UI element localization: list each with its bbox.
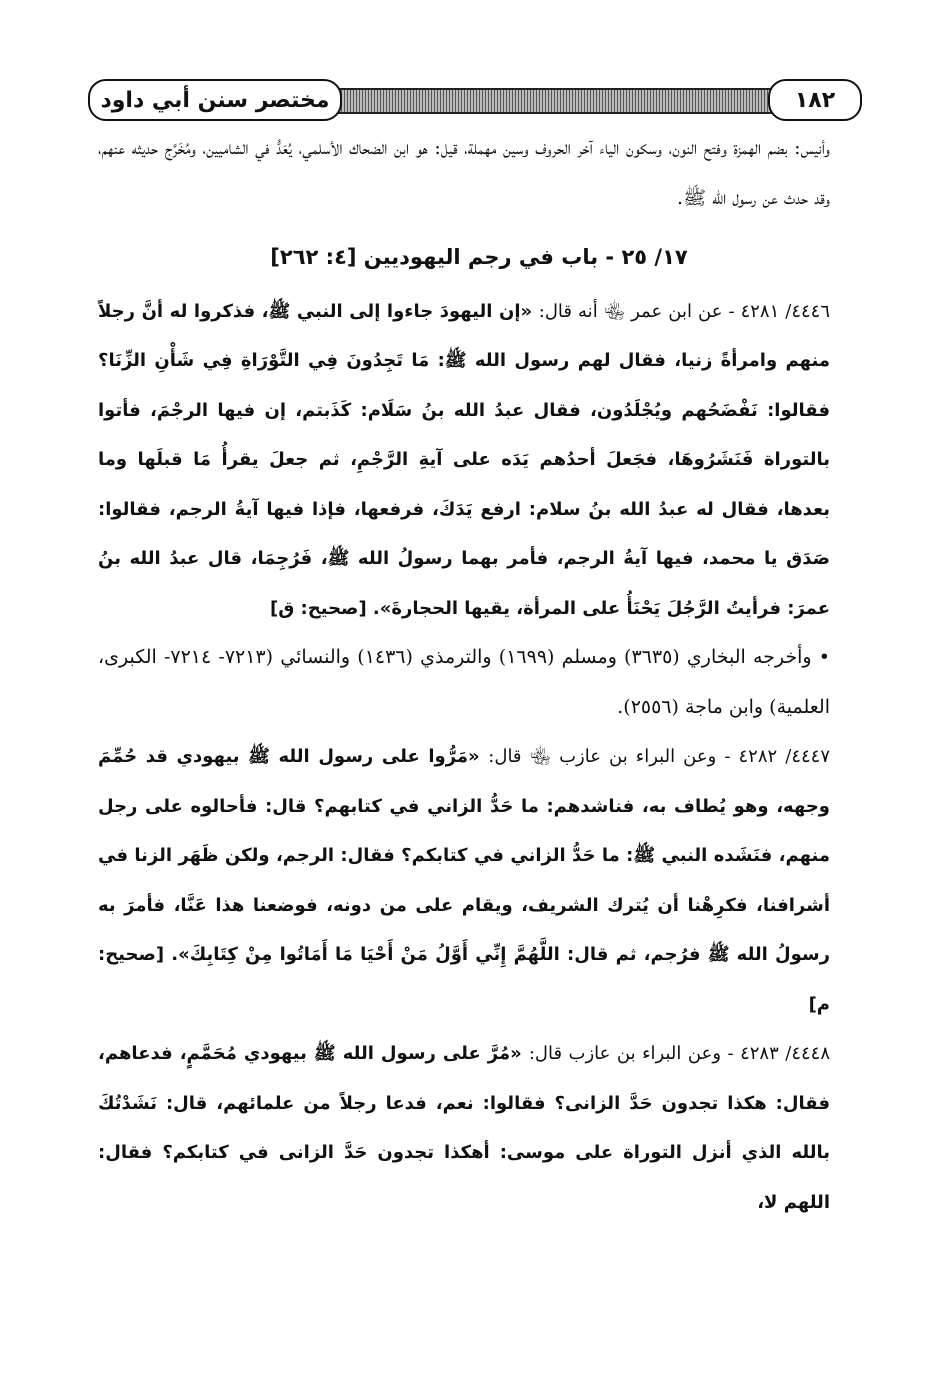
book-title: مختصر سنن أبي داود — [88, 79, 342, 121]
takhrij-note: • وأخرجه البخاري (٣٦٣٥) ومسلم (١٦٩٩) والترمذي (١٤٣٦) والنسائي (٧٢١٣- ٧٢١٤- الكبرى، العلمية) وابن ماجة (٢٥٥٦). — [98, 646, 830, 718]
chapter-heading: ١٧/ ٢٥ - باب في رجم اليهوديين [٤: ٢٦٢] — [270, 245, 688, 269]
page-number: ١٨٢ — [768, 79, 862, 121]
header-decorative-band — [338, 88, 772, 114]
hadith-4446-text: «إن اليهودَ جاءوا إلى النبي ﷺ، فذكروا له أنَّ رجلاً منهم وامرأةً زنيا، فقال لهم رسول الله ﷺ: مَا تَجِدُونَ فِي التَّوْرَاةِ فِي شَأْنِ الزِّنَا؟ فقالوا: نَفْضَحُهم ويُجْلَدُون، فقال عبدُ الله بنُ سَلَام: كَذَبتم، إن فيها الرجْمَ، فأتوا بالتوراة فَنَشَرُوهَا، فجَعلَ أحدُهم يَدَه على آيةِ الرَّجْمِ، ثم جعلَ يقرأُ مَا قبلَها وما بعدها، فقال له عبدُ الله بنُ سلام: ارفع يَدَكَ، فرفعها، فإذا فيها آيةُ الرجم، فقالوا: صَدَق يا محمد، فيها آيةُ الرجم، فأمر بهما رسولُ الله ﷺ، فَرُجِمَا، قال عبدُ الله بنُ عمرَ: فرأيتُ الرَّجُلَ يَحْنَأُ على المرأة، يقيها الحجارةَ». [صحيح: ق] — [98, 300, 830, 619]
intro-paragraph: وأنيس: بضم الهمزة وفتح النون، وسكون الياء آخر الحروف وسين مهملة، قيل: هو ابن الضحاك الأسلمي، يُعَدُّ في الشاميين، ومُخَرَّج حديثه عنهم، وقد حدث عن رسول الله ﷺ. — [98, 137, 830, 209]
hadith-4446-number: ٤٤٤٦/ ٤٢٨١ - عن ابن عمر ﵄ أنه قال: — [538, 300, 830, 322]
hadith-4446 — [98, 287, 860, 634]
page-header — [88, 79, 862, 121]
hadith-4448 — [98, 1029, 860, 1227]
hadith-4448-text: «مُرَّ على رسول الله ﷺ بيهودي مُحَمَّمٍ، فدعاهم، فقال: هكذا تجدون حَدَّ الزانى؟ فقالوا: نعم، فدعا رجلاً من علمائهم، قال: نَشَدْتُكَ بالله الذي أنزل التوراة على موسى: أهكذا تجدون حَدَّ الزانى في كتابكم؟ فقال: اللهم لا، — [98, 1043, 830, 1213]
hadith-4447-number: ٤٤٤٧/ ٤٢٨٢ - وعن البراء بن عازب ﵄ قال: — [488, 746, 830, 767]
hadith-4448-number: ٤٤٤٨/ ٤٢٨٣ - وعن البراء بن عازب قال: — [528, 1043, 830, 1064]
hadith-4447-text: «مَرُّوا على رسول الله ﷺ بيهودي قد حُمِّمَ وجهه، وهو يُطاف به، فناشدهم: ما حَدُّ الزاني في كتابهم؟ قال: فأحالوه على رجل منهم، فنَشَده النبي ﷺ: ما حَدُّ الزاني في كتابكم؟ فقال: الرجم، ولكن ظَهَر الزنا في أشرافنا، فكرِهْنا أن يُترك الشريف، ويقام على من دونه، فوضعنا هذا عَنَّا، فأمرَ به رسولُ الله ﷺ فرُجم، ثم قال: اللَّهُمَّ إِنِّي أَوَّلُ مَنْ أَحْيَا مَا أَمَاتُوا مِنْ كِتَابِكَ». [صحيح: م] — [98, 746, 830, 1015]
hadith-4447 — [98, 732, 860, 1029]
page-body — [98, 124, 860, 1227]
